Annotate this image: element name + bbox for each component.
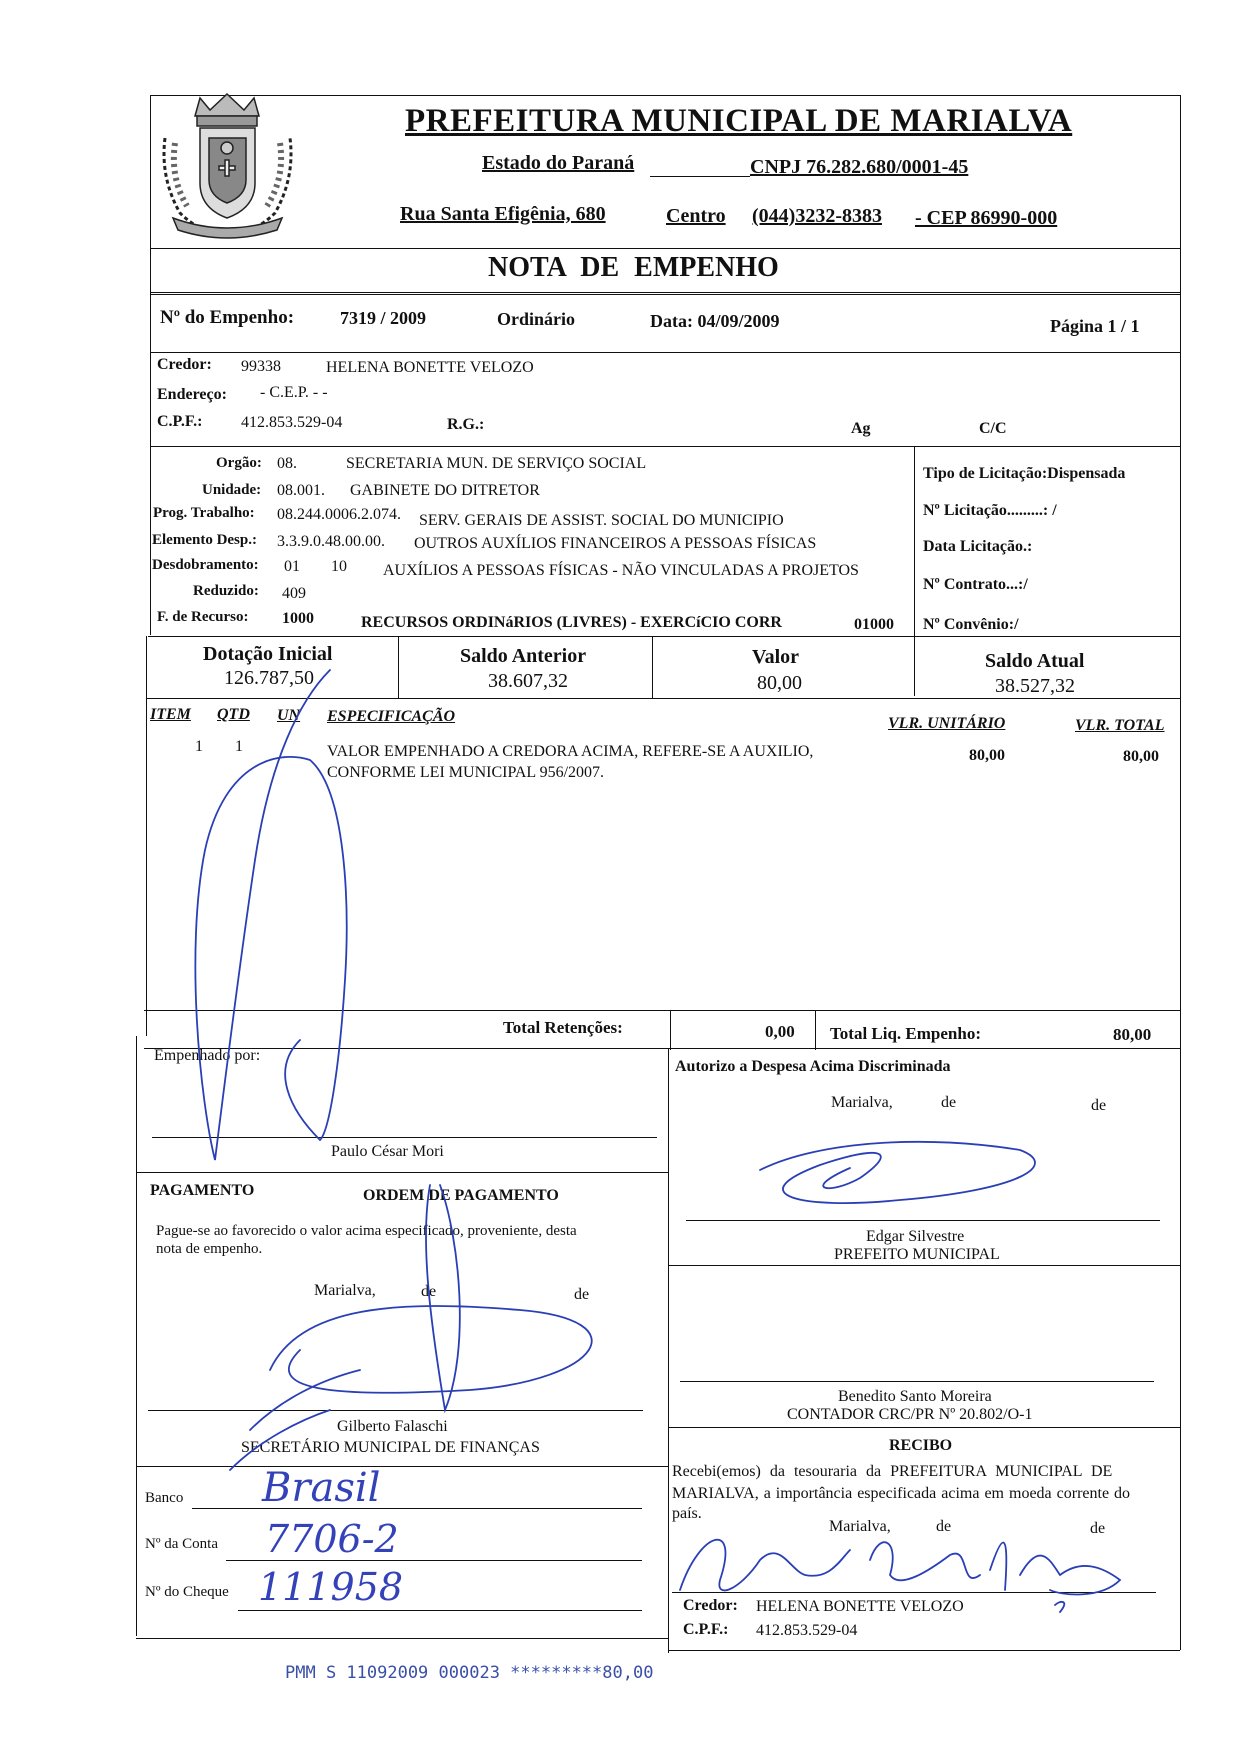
col-vlr-unit: VLR. UNITÁRIO (888, 715, 1006, 732)
payment-stamp: PMM S 11092009 000023 *********80,00 (285, 1663, 654, 1683)
doc-title: NOTA DE EMPENHO (488, 252, 779, 283)
recibo-title: RECIBO (889, 1437, 953, 1454)
saldo-anterior-label: Saldo Anterior (460, 645, 587, 667)
credor-name: HELENA BONETTE VELOZO (326, 359, 534, 376)
signature-empenhado (195, 670, 346, 1160)
item-desc-line2: CONFORME LEI MUNICIPAL 956/2007. (327, 764, 605, 781)
recibo-cpf-label: C.P.F.: (683, 1621, 729, 1638)
licitacao-tipo: Tipo de Licitação:Dispensada (923, 465, 1126, 482)
ordem-de1: de (421, 1283, 437, 1300)
col-espec: ESPECIFICAÇÃO (327, 708, 456, 725)
signature-secretario (230, 1185, 592, 1470)
fonte-label: F. de Recurso: (157, 609, 249, 625)
desd-name: AUXÍLIOS A PESSOAS FÍSICAS - NÃO VINCULADAS A PROJETOS (383, 562, 859, 579)
valor-label: Valor (752, 646, 800, 668)
col-qtd: QTD (217, 706, 250, 723)
header-address: Rua Santa Efigênia, 680 (400, 203, 606, 225)
empenhado-label: Empenhado por: (154, 1047, 261, 1064)
empenho-date: Data: 04/09/2009 (650, 311, 780, 331)
prog-label: Prog. Trabalho: (153, 505, 255, 521)
pague-line2: nota de empenho. (156, 1241, 263, 1257)
unidade-name: GABINETE DO DITRETOR (350, 482, 540, 499)
conta-label: Nº da Conta (145, 1536, 218, 1552)
saldo-anterior-value: 38.607,32 (488, 670, 568, 692)
desd-a: 01 (284, 558, 300, 575)
item-desc-line1: VALOR EMPENHADO A CREDORA ACIMA, REFERE-SE A AUXILIO, (327, 743, 814, 760)
pague-line1: Pague-se ao favorecido o valor acima especificado, proveniente, desta (156, 1223, 577, 1239)
rg-label: R.G.: (447, 416, 485, 433)
cpf-label: C.P.F.: (157, 413, 203, 430)
recibo-city: Marialva, (829, 1518, 891, 1535)
orgao-name: SECRETARIA MUN. DE SERVIÇO SOCIAL (346, 455, 647, 472)
endereco-label: Endereço: (157, 386, 227, 403)
ordem-de2: de (574, 1286, 590, 1303)
signature-credor (680, 1540, 1120, 1612)
item-qtd: 1 (235, 738, 243, 755)
prefeito-role: PREFEITO MUNICIPAL (834, 1246, 1000, 1263)
fonte-name: RECURSOS ORDINáRIOS (LIVRES) - EXERCíCIO CORR (361, 614, 782, 631)
contador-name: Benedito Santo Moreira (838, 1388, 992, 1405)
reduzido-value: 409 (282, 585, 306, 602)
autorizo-de1: de (941, 1094, 957, 1111)
conta-value: 7706-2 (265, 1517, 399, 1561)
liquido-value: 80,00 (1113, 1025, 1152, 1044)
desd-b: 10 (331, 558, 347, 575)
valor-value: 80,00 (757, 672, 802, 694)
liquido-label: Total Liq. Empenho: (830, 1024, 981, 1043)
empenho-label: Nº do Empenho: (160, 307, 295, 328)
elem-name: OUTROS AUXÍLIOS FINANCEIROS A PESSOAS FÍSICAS (414, 535, 817, 552)
fonte-code: 1000 (282, 610, 314, 627)
licitacao-data: Data Licitação.: (923, 538, 1033, 555)
banco-label: Banco (145, 1490, 184, 1506)
header-phone: (044)3232-8383 (752, 205, 882, 227)
cc-label: C/C (979, 420, 1007, 437)
licitacao-contrato: Nº Contrato...:/ (923, 576, 1028, 593)
endereco-value: - C.E.P. - - (260, 384, 328, 401)
col-un: UN (277, 707, 301, 724)
empenho-type: Ordinário (497, 309, 576, 329)
saldo-atual-value: 38.527,32 (995, 675, 1075, 697)
autorizo-de2: de (1091, 1097, 1107, 1114)
contador-role: CONTADOR CRC/PR Nº 20.802/O-1 (787, 1406, 1033, 1423)
fonte-num: 01000 (854, 616, 894, 633)
credor-label: Credor: (157, 356, 212, 373)
cheque-value: 111958 (258, 1565, 404, 1609)
item-number: 1 (195, 738, 203, 755)
empenho-page: Página 1 / 1 (1050, 316, 1140, 336)
recibo-de2: de (1090, 1520, 1106, 1537)
unidade-code: 08.001. (277, 482, 325, 499)
pagamento-label: PAGAMENTO (150, 1182, 255, 1199)
licitacao-numero: Nº Licitação.........: / (923, 502, 1057, 519)
orgao-label: Orgão: (216, 455, 262, 471)
autorizo-text: Autorizo a Despesa Acima Discriminada (675, 1058, 951, 1075)
empenhado-name: Paulo César Mori (331, 1143, 444, 1160)
item-unit: 80,00 (969, 747, 1005, 764)
item-total: 80,00 (1123, 748, 1159, 765)
retencoes-value: 0,00 (765, 1022, 795, 1041)
recibo-credor-name: HELENA BONETTE VELOZO (756, 1598, 964, 1615)
credor-code: 99338 (241, 358, 281, 375)
dotacao-inicial-label: Dotação Inicial (203, 643, 333, 665)
elem-code: 3.3.9.0.48.00.00. (277, 533, 385, 550)
header-cep: - CEP 86990-000 (915, 207, 1058, 229)
ordem-label: ORDEM DE PAGAMENTO (363, 1187, 559, 1204)
autorizo-city: Marialva, (831, 1094, 893, 1111)
prog-name: SERV. GERAIS DE ASSIST. SOCIAL DO MUNICIPIO (419, 512, 784, 529)
retencoes-label: Total Retenções: (503, 1018, 623, 1037)
dotacao-inicial-value: 126.787,50 (224, 667, 314, 689)
signature-prefeito (760, 1142, 1035, 1203)
recibo-line3: país. (672, 1505, 702, 1522)
recibo-credor-label: Credor: (683, 1597, 738, 1614)
recibo-line1: Recebi(emos) da tesouraria da PREFEITURA MUNICIPAL DE (672, 1463, 1113, 1480)
prefeito-name: Edgar Silvestre (866, 1228, 965, 1245)
empenho-number: 7319 / 2009 (340, 308, 427, 328)
reduzido-label: Reduzido: (193, 583, 259, 599)
secretario-role: SECRETÁRIO MUNICIPAL DE FINANÇAS (241, 1439, 540, 1456)
header-state: Estado do Paraná (482, 152, 635, 174)
banco-value: Brasil (262, 1465, 381, 1511)
col-item: ITEM (150, 706, 191, 723)
ordem-city: Marialva, (314, 1282, 376, 1299)
header-district: Centro (666, 205, 726, 227)
licitacao-convenio: Nº Convênio:/ (923, 616, 1019, 633)
cpf-value: 412.853.529-04 (241, 414, 343, 431)
unidade-label: Unidade: (202, 482, 262, 498)
elem-label: Elemento Desp.: (152, 532, 257, 548)
recibo-de1: de (936, 1518, 952, 1535)
recibo-line2: MARIALVA, a importância especificada acima em moeda corrente do (672, 1485, 1131, 1502)
ag-label: Ag (851, 420, 871, 437)
prog-code: 08.244.0006.2.074. (277, 506, 401, 523)
saldo-atual-label: Saldo Atual (985, 650, 1085, 672)
cheque-label: Nº do Cheque (145, 1584, 229, 1600)
recibo-cpf: 412.853.529-04 (756, 1622, 858, 1639)
secretario-name: Gilberto Falaschi (337, 1418, 448, 1435)
col-vlr-total: VLR. TOTAL (1075, 717, 1165, 734)
header-cnpj: CNPJ 76.282.680/0001-45 (750, 156, 969, 178)
desd-label: Desdobramento: (152, 557, 259, 573)
header-title: PREFEITURA MUNICIPAL DE MARIALVA (405, 103, 1073, 139)
orgao-code: 08. (277, 455, 297, 472)
